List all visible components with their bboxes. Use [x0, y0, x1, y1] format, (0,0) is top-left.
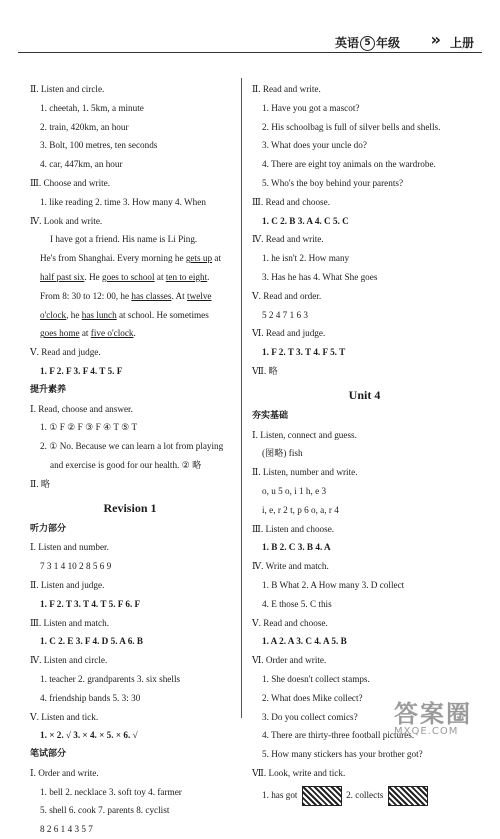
subsection-title: 笔试部分	[30, 749, 67, 760]
answer-line: 1. ① F ② F ③ F ④ T ⑤ T	[40, 422, 138, 433]
answer-line: 7 3 1 4 10 2 8 5 6 9	[40, 561, 112, 572]
answer-line: 1. B What 2. A How many 3. D collect	[262, 579, 405, 590]
unit-title: Unit 4	[348, 387, 381, 402]
filled-blank: has lunch	[81, 309, 117, 320]
answer-line: 1. A 2. A 3. C 4. A 5. B	[262, 636, 347, 647]
stamps-image	[302, 786, 342, 806]
filled-blank: half past six	[40, 271, 85, 282]
answer-line: 4. There are thirty-three football pictures.	[262, 730, 415, 741]
text: .	[207, 271, 210, 282]
section-heading: Ⅱ. 略	[30, 478, 51, 489]
filled-blank: ten to eight	[165, 271, 208, 282]
answer-line: 1. F 2. F 3. F 4. T 5. F	[40, 365, 123, 376]
text: at	[79, 328, 91, 339]
answer-line	[252, 783, 477, 807]
section-heading: Ⅱ. Listen and judge.	[30, 579, 105, 590]
right-column	[252, 80, 477, 807]
text: 2. collects	[346, 789, 384, 800]
section-heading: Ⅲ. Read and choose.	[252, 196, 330, 207]
answer-line: 3. Bolt, 100 metres, ten seconds	[40, 140, 158, 151]
filled-blank: twelve	[187, 290, 212, 301]
filled-blank: five o'clock	[90, 328, 134, 339]
filled-blank: goes to school	[102, 271, 155, 282]
text: , he	[66, 309, 82, 320]
paragraph-line	[30, 268, 230, 287]
section-heading: Ⅰ. Listen, connect and guess.	[252, 429, 357, 440]
subsection-title: 提升素养	[30, 384, 67, 395]
section-heading: Ⅴ. Read and judge.	[30, 347, 101, 358]
section-heading: Ⅳ. Write and match.	[252, 561, 329, 572]
answer-line: 1. F 2. T 3. T 4. T 5. F 6. F	[40, 598, 141, 609]
double-chevron-icon: »	[430, 30, 436, 49]
text: He's from Shanghai. Every morning he	[40, 253, 186, 264]
section-heading: Ⅳ. Read and write.	[252, 234, 324, 245]
filled-blank: gets up	[185, 253, 213, 264]
answer-line: 5. shell 6. cook 7. parents 8. cyclist	[40, 805, 170, 816]
section-heading: Ⅲ. Choose and write.	[30, 177, 111, 188]
subsection-title: 夯实基础	[252, 410, 289, 421]
answer-line: 1. C 2. E 3. F 4. D 5. A 6. B	[40, 636, 144, 647]
answer-line: 1. bell 2. necklace 3. soft toy 4. farmer	[40, 786, 182, 797]
section-heading: Ⅴ. Read and choose.	[252, 617, 328, 628]
watermark-url: MXQE.COM	[394, 726, 459, 737]
answer-line: 4. There are eight toy animals on the wardrobe.	[262, 159, 436, 170]
text: . He	[84, 271, 103, 282]
section-heading: Ⅰ. Listen and number.	[30, 542, 109, 553]
answer-line: and exercise is good for our health. ② 略	[50, 459, 202, 470]
pictures-image	[388, 786, 428, 806]
text: From 8: 30 to 12: 00, he	[40, 290, 132, 301]
grade-badge: 5	[360, 36, 375, 51]
answer-line: i, e, r 2 t, p 6 o, a, r 4	[262, 504, 339, 515]
text: at	[154, 271, 166, 282]
answer-line: (图略) fish	[262, 448, 303, 459]
watermark-logo	[394, 702, 490, 740]
answer-line: 1. like reading 2. time 3. How many 4. When	[40, 196, 206, 207]
answer-line: 2. His schoolbag is full of silver bells and shells.	[262, 121, 441, 132]
answer-line: 3. Do you collect comics?	[262, 711, 358, 722]
answer-line: 1. C 2. B 3. A 4. C 5. C	[262, 215, 349, 226]
text: 1. has got	[262, 789, 298, 800]
text: at school. He sometimes	[116, 309, 209, 320]
answer-line: 3. What does your uncle do?	[262, 140, 367, 151]
answer-line: 3. Has he has 4. What She goes	[262, 271, 378, 282]
answer-line: o, u 5 o, i 1 h, e 3	[262, 485, 327, 496]
section-heading: Ⅲ. Listen and match.	[30, 617, 110, 628]
section-heading: Ⅵ. Order and write.	[252, 655, 327, 666]
answer-line: 4. E those 5. C this	[262, 598, 332, 609]
watermark-text: 答案圈	[394, 700, 472, 728]
section-heading: Ⅶ. 略	[252, 365, 278, 376]
header-subject: 英语	[334, 36, 359, 50]
column-divider	[241, 78, 242, 718]
paragraph-line	[30, 287, 230, 306]
header-rule	[18, 52, 482, 53]
answer-line: 1. F 2. T 3. T 4. F 5. T	[262, 347, 346, 358]
header-title	[335, 34, 400, 51]
section-heading: Ⅲ. Listen and choose.	[252, 523, 335, 534]
text: .	[133, 328, 136, 339]
answer-line: 5. Who's the boy behind your parents?	[262, 177, 404, 188]
paragraph-line	[30, 324, 230, 343]
answer-line: 1. Have you got a mascot?	[262, 102, 360, 113]
answer-line: 1. he isn't 2. How many	[262, 253, 350, 264]
answer-line: 1. teacher 2. grandparents 3. six shells	[40, 673, 181, 684]
text: . At	[171, 290, 188, 301]
answer-line: 4. friendship bands 5. 3: 30	[40, 692, 141, 703]
section-heading: Ⅶ. Look, write and tick.	[252, 767, 346, 778]
header-grade-label: 年级	[375, 36, 400, 50]
answer-line: 2. ① No. Because we can learn a lot from playing	[40, 441, 224, 452]
revision-title: Revision 1	[103, 500, 157, 515]
paragraph-line	[30, 306, 230, 325]
answer-line: 5 2 4 7 1 6 3	[262, 309, 308, 320]
paragraph-line: I have got a friend. His name is Li Ping.	[50, 234, 198, 245]
section-heading: Ⅵ. Read and judge.	[252, 328, 326, 339]
section-heading: Ⅱ. Read and write.	[252, 84, 321, 94]
answer-line: 1. cheetah, 1. 5km, a minute	[40, 102, 144, 113]
section-heading: Ⅳ. Look and write.	[30, 215, 103, 226]
answer-line: 8 2 6 1 4 3 5 7	[40, 824, 93, 835]
filled-blank: goes home	[40, 328, 80, 339]
section-heading: Ⅳ. Listen and circle.	[30, 655, 108, 666]
header-volume: 上册	[449, 36, 474, 50]
answer-line: 2. What does Mike collect?	[262, 692, 363, 703]
filled-blank: o'clock	[40, 309, 67, 320]
answer-line: 1. × 2. √ 3. × 4. × 5. × 6. √	[40, 730, 138, 741]
paragraph-line: He's from Shanghai. Every morning he gets up at	[40, 253, 222, 264]
left-column	[30, 80, 230, 839]
page-header	[0, 0, 500, 60]
section-heading: Ⅰ. Read, choose and answer.	[30, 403, 133, 414]
section-heading: Ⅰ. Order and write.	[30, 767, 99, 778]
answer-line: 1. B 2. C 3. B 4. A	[262, 542, 331, 553]
answer-line: 5. How many stickers has your brother got?	[262, 749, 423, 760]
section-heading: Ⅱ. Listen and circle.	[30, 84, 105, 94]
subsection-title: 听力部分	[30, 523, 67, 534]
section-heading: Ⅴ. Read and order.	[252, 290, 322, 301]
filled-blank: has classes	[131, 290, 172, 301]
answer-line: 1. She doesn't collect stamps.	[262, 673, 370, 684]
section-heading: Ⅴ. Listen and tick.	[30, 711, 99, 722]
answer-line: 2. train, 420km, an hour	[40, 121, 129, 132]
answer-line: 4. car, 447km, an hour	[40, 159, 123, 170]
section-heading: Ⅱ. Listen, number and write.	[252, 467, 358, 478]
